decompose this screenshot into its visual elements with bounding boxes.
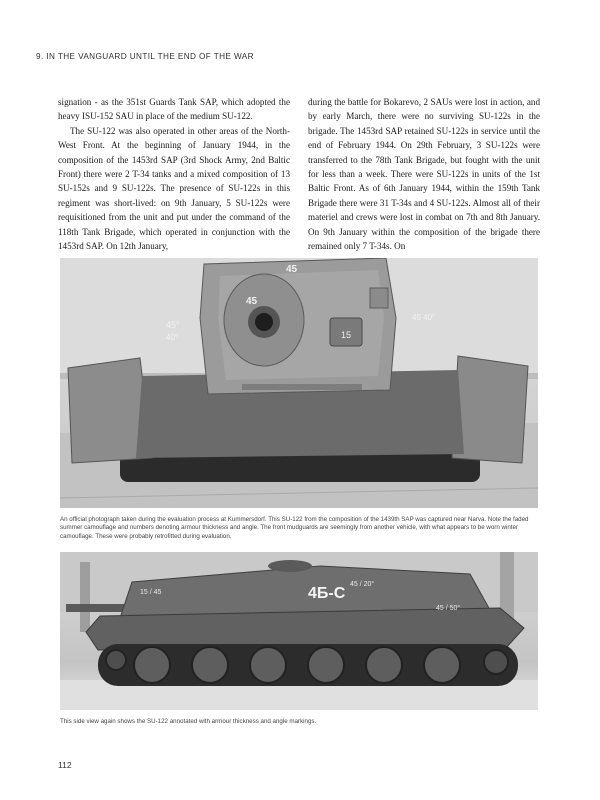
marking: 45 40° xyxy=(412,313,436,322)
marking: 45° xyxy=(166,320,180,330)
paragraph: during the battle for Bokarevo, 2 SAUs were lost in action, and by early March, there were no surviving SU-122s in the brigade. The 1453rd SAP retained SU-122s in service until the end of February 1944. On 29th February, 3 SU-122s were transferred to the 78th Tank Brigade, but fought with the unit for less than a week. There were SU-122s in units of the 1st Baltic Front. As of 6th January 1944, within the 159th Tank Brigade there were 31 T-34s and 4 SU-122s. Almost all of their materiel and crews were lost in combat on 7th and 8th January. On 9th January within the composition of the brigade there remained only 7 T-34s. On xyxy=(308,97,540,252)
marking: 45 xyxy=(246,296,258,307)
figure-caption: This side view again shows the SU-122 annotated with armour thickness and angle markings. xyxy=(60,718,317,725)
marking: 45 / 20° xyxy=(350,581,375,588)
right-column xyxy=(308,95,540,253)
running-header: 9. IN THE VANGUARD UNTIL THE END OF THE WAR xyxy=(36,52,254,61)
marking: 45 xyxy=(286,264,298,275)
paragraph: signation - as the 351st Guards Tank SAP, which adopted the heavy ISU-152 SAU in place of the medium SU-122. xyxy=(58,97,290,122)
marking: 15 xyxy=(340,330,352,340)
marking: 45 / 50° xyxy=(436,605,461,612)
page-number: 112 xyxy=(58,760,72,770)
body-text xyxy=(58,95,540,253)
marking: 4Б-С xyxy=(308,585,346,602)
figure-caption: An official photograph taken during the evaluation process at Kummersdorf. This SU-122 from the composition of the 1439th SAP was captured near Narva. Note the faded summer camouflage and numbers denoting armour thickness and angle. The front mudguards are seemingly from another vehicle, with what appears to be worn winter camouflage. These were probably retrofitted during evaluation. xyxy=(60,516,529,540)
left-column xyxy=(58,95,290,253)
marking: 40° xyxy=(166,333,179,342)
paragraph: The SU-122 was also operated in other areas of the North-West Front. At the beginning of January 1944, in the composition of the 1453rd SAP (3rd Shock Army, 2nd Baltic Front) there were 2 T-34 tanks and a mixed composition of 13 SU-152s and 9 SU-122s. The presence of SU-122s in this regiment was short-lived: on 9th January, 5 SU-122s were requisitioned from the unit and put under the command of the 118th Tank Brigade, which operated in conjunction with the 1453rd SAP. On 12th January, xyxy=(58,125,290,252)
marking: 15 / 45 xyxy=(140,589,162,596)
side-view-photo xyxy=(60,552,538,710)
front-view-photo xyxy=(60,258,538,508)
